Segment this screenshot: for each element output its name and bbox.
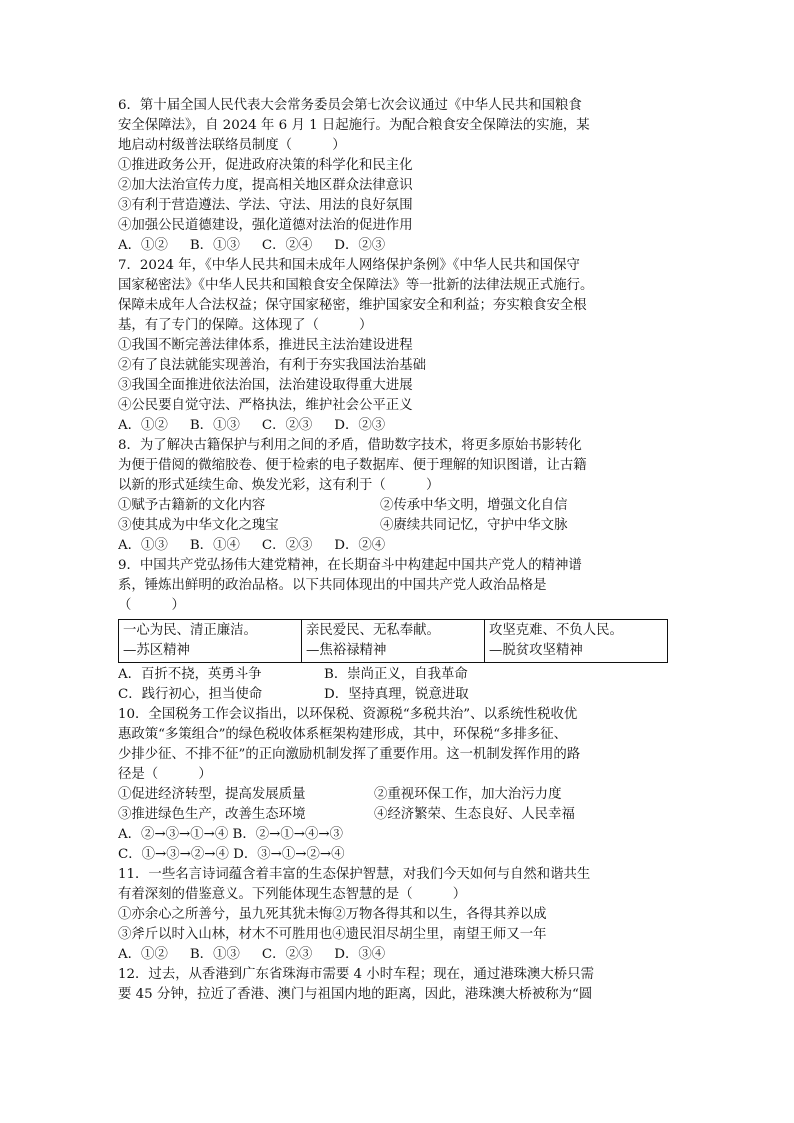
question-text: 惠政策“多策组合”的绿色税收体系框架构建形成，其中，环保税“多排多征、 — [118, 727, 568, 742]
option-item: ②传承中华文明，增强文化自信 — [380, 498, 568, 513]
answer-a: A．百折不挠，英勇斗争 — [118, 667, 262, 682]
question-9 — [118, 556, 678, 705]
question-text: 9．中国共产党弘扬伟大建党精神，在长期奋斗中构建起中国共产党人的精神谱 — [118, 558, 582, 573]
spirit-source: —焦裕禄精神 — [306, 643, 387, 658]
option-item: ④公民要自觉守法、严格执法，维护社会公平正义 — [118, 398, 413, 413]
answer-choices — [118, 416, 678, 436]
spirit-quote: 亲民爱民、无私奉献。 — [306, 623, 440, 638]
question-text: 系，锤炼出鲜明的政治品格。以下共同体现出的中国共产党人政治品格是 — [118, 578, 547, 593]
question-text: 地启动村级普法联络员制度（ ） — [118, 138, 346, 153]
question-10 — [118, 705, 678, 865]
option-row — [118, 805, 678, 825]
question-text: 少排少征、不排不征”的正向激励机制发挥了重要作用。这一机制发挥作用的路 — [118, 747, 581, 762]
option-item: ③使其成为中华文化之瑰宝 — [118, 518, 279, 533]
answer-a: A．①② — [118, 947, 168, 962]
question-text: 要 45 分钟，拉近了香港、澳门与祖国内地的距离，因此，港珠澳大桥被称为“圆 — [118, 987, 593, 1002]
answer-d: D．③④ — [334, 947, 386, 962]
answer-b: B．①③ — [189, 238, 240, 253]
answer-d: D．②③ — [334, 418, 386, 433]
option-item: ③推进绿色生产，改善生态环境 — [118, 807, 306, 822]
table-cell — [119, 620, 302, 663]
option-row: ①亦余心之所善兮，虽九死其犹未悔②万物各得其和以生，各得其养以成 — [118, 907, 547, 922]
answer-a: A．①② — [118, 418, 168, 433]
answer-a: A．①② — [118, 238, 168, 253]
question-text: 12．过去，从香港到广东省珠海市需要 4 小时车程；现在，通过港珠澳大桥只需 — [118, 967, 594, 982]
option-row — [118, 516, 678, 536]
option-item: ④加强公民道德建设，强化道德对法治的促进作用 — [118, 218, 413, 233]
question-text: 6．第十届全国人民代表大会常务委员会第七次会议通过《中华人民共和国粮食 — [118, 98, 582, 113]
option-item: ②重视环保工作，加大治污力度 — [374, 787, 562, 802]
option-item: ①赋予古籍新的文化内容 — [118, 498, 266, 513]
option-item: ①推进政务公开，促进政府决策的科学化和民主化 — [118, 158, 413, 173]
answer-choices — [118, 945, 678, 965]
question-6 — [118, 96, 678, 256]
spirit-source: —苏区精神 — [123, 643, 190, 658]
answer-b: B．崇尚正义，自我革命 — [324, 667, 468, 682]
option-row — [118, 496, 678, 516]
option-row — [118, 785, 678, 805]
answer-choices — [118, 665, 678, 685]
question-text: 国家秘密法》《中华人民共和国粮食安全保障法》等一批新的法律法规正式施行。 — [118, 278, 594, 293]
question-text: 以新的形式延续生命、焕发光彩，这有利于（ ） — [118, 478, 440, 493]
question-11 — [118, 865, 678, 965]
table-cell — [302, 620, 485, 663]
option-item: ②加大法治宣传力度，提高相关地区群众法律意识 — [118, 178, 413, 193]
question-text: 为便于借阅的微缩胶卷、便于检索的电子数据库、便于理解的知识图谱，让古籍 — [118, 458, 587, 473]
answer-d: D．坚持真理，锐意进取 — [324, 687, 469, 702]
question-text: 保障未成年人合法权益；保守国家秘密，维护国家安全和利益；夯实粮食安全根 — [118, 298, 587, 313]
answer-b: B．①④ — [189, 538, 240, 553]
answer-choices: A．②→③→①→④ B．②→①→④→③ — [118, 827, 343, 842]
answer-b: B．①③ — [189, 947, 240, 962]
answer-c: C．②③ — [261, 418, 313, 433]
question-text: 径是（ ） — [118, 767, 212, 782]
table-cell — [485, 620, 668, 663]
spirit-source: —脱贫攻坚精神 — [489, 643, 583, 658]
option-item: ③有利于营造遵法、学法、守法、用法的良好氛围 — [118, 198, 413, 213]
question-text: 有着深刻的借鉴意义。下列能体现生态智慧的是（ ） — [118, 887, 467, 902]
option-item: ④经济繁荣、生态良好、人民幸福 — [374, 807, 575, 822]
option-item: ②有了良法就能实现善治，有利于夯实我国法治基础 — [118, 358, 426, 373]
question-12 — [118, 965, 678, 1005]
answer-c: C．②③ — [261, 538, 313, 553]
question-text: （ ） — [118, 598, 185, 613]
option-item: ③我国全面推进依法治国，法治建设取得重大进展 — [118, 378, 413, 393]
answer-c: C．践行初心，担当使命 — [118, 687, 263, 702]
question-7 — [118, 256, 678, 436]
answer-b: B．①③ — [189, 418, 240, 433]
answer-choices — [118, 685, 678, 705]
answer-choices — [118, 236, 678, 256]
question-text: 7．2024 年，《中华人民共和国未成年人网络保护条例》《中华人民共和国保守 — [118, 258, 580, 273]
question-8 — [118, 436, 678, 556]
question-text: 安全保障法》，自 2024 年 6 月 1 日起施行。为配合粮食安全保障法的实施，某 — [118, 118, 590, 133]
question-text: 11．一些名言诗词蕴含着丰富的生态保护智慧，对我们今天如何与自然和谐共生 — [118, 867, 591, 882]
exam-page — [118, 96, 678, 1005]
option-item: ①促进经济转型，提高发展质量 — [118, 787, 306, 802]
question-text: 基，有了专门的保障。这体现了（ ） — [118, 318, 373, 333]
table-row — [119, 620, 668, 663]
spirit-quote: 攻坚克难、不负人民。 — [489, 623, 623, 638]
spirit-quote: 一心为民、清正廉洁。 — [123, 623, 257, 638]
question-text: 8．为了解决古籍保护与利用之间的矛盾，借助数字技术，将更多原始书影转化 — [118, 438, 582, 453]
answer-d: D．②③ — [334, 238, 386, 253]
option-row: ③斧斤以时入山林，材木不可胜用也④遗民泪尽胡尘里，南望王师又一年 — [118, 927, 547, 942]
answer-c: C．②④ — [261, 238, 313, 253]
answer-choices — [118, 536, 678, 556]
answer-d: D．②④ — [334, 538, 386, 553]
question-text: 10．全国税务工作会议指出，以环保税、资源税“多税共治”、以系统性税收优 — [118, 707, 578, 722]
option-item: ①我国不断完善法律体系，推进民主法治建设进程 — [118, 338, 413, 353]
option-item: ④赓续共同记忆，守护中华文脉 — [380, 518, 568, 533]
answer-choices: C．①→③→②→④ D．③→①→②→④ — [118, 847, 345, 862]
answer-c: C．②③ — [261, 947, 313, 962]
spirit-table — [118, 619, 668, 663]
answer-a: A．①③ — [118, 538, 168, 553]
